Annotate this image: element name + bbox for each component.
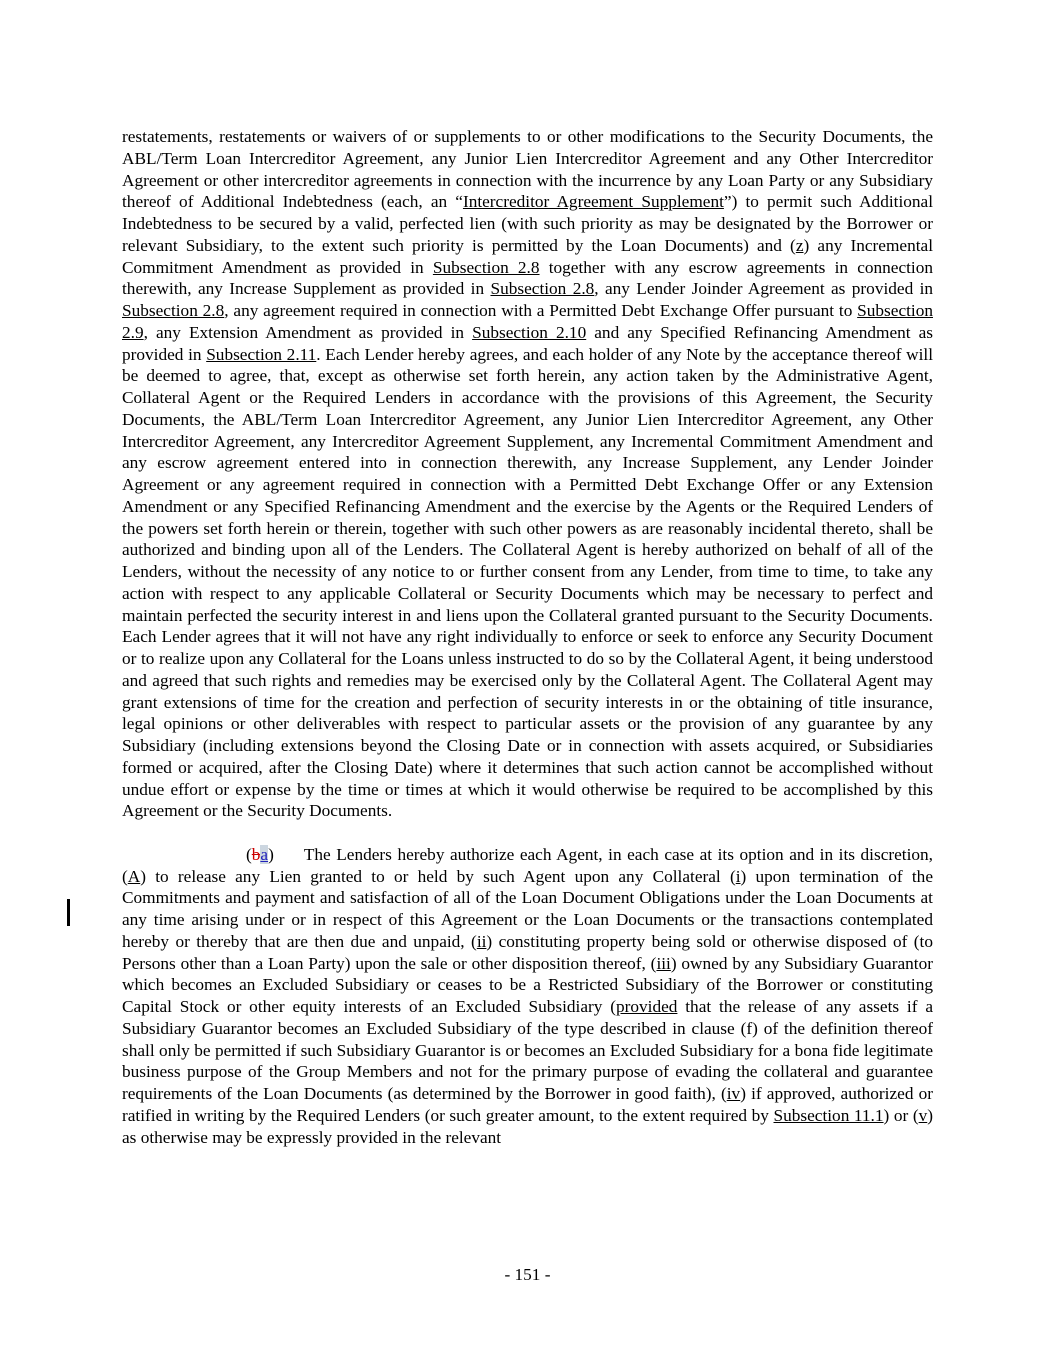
para-clause-ba	[122, 844, 933, 1149]
underlined-text-run: iii	[656, 953, 671, 973]
para-agreement-continuation	[122, 126, 933, 822]
text-run: ) as otherwise may be expressly provided in the relevant	[122, 1105, 934, 1147]
text-body	[122, 126, 933, 1148]
underlined-text-run: Subsection 2.8	[490, 279, 595, 299]
text-run: ) if approved, authorized or ratified in writing by the Required Lenders (or such greater amount, to the extent required by	[122, 1084, 933, 1125]
text-run: The Lenders hereby authorize each Agent, in each case at its option and in its discretion, (	[122, 844, 933, 886]
underlined-text-run: Subsection 2.8	[432, 257, 540, 277]
underlined-text-run: Subsection 11.1	[773, 1105, 884, 1125]
underlined-text-run: Intercreditor Agreement Supplement	[462, 192, 724, 212]
deleted-text-run: b	[251, 844, 261, 864]
underlined-text-run: i	[735, 866, 741, 886]
underlined-text-run: Subsection 2.11	[206, 344, 317, 364]
text-run: , any agreement required in connection with a Permitted Debt Exchange Offer pursuant to	[224, 301, 858, 320]
text-run: ) to release any Lien granted to or held by such Agent upon any Collateral (	[140, 866, 736, 886]
text-run: ) upon termination of the Commitments and payment and satisfaction of all of the Loan Document Obligations under the Loan Documents at any time arising under or in respect of this Agreement or the Loan Documents or the transactions contemplated hereby or thereby that are then due and unpaid, (	[122, 866, 933, 951]
underlined-text-run: Subsection 2.10	[472, 322, 587, 342]
underlined-text-run: provided	[615, 997, 678, 1016]
underlined-text-run: A	[127, 866, 141, 886]
inserted-text-run: a	[260, 844, 269, 864]
text-run: . Each Lender hereby agrees, and each holder of any Note by the acceptance thereof will be deemed to agree, that, except as otherwise set forth herein, any action taken by the Administrative Agent, Collateral Agent or the Required Lenders in accordance with the provisions of this Agreement, the Security Documents, the ABL/Term Loan Intercreditor Agreement, any Junior Lien Intercreditor Agreement, any Other Intercreditor Agreement, any Intercreditor Agreement Supplement, any Incremental Commitment Amendment and any escrow agreement entered into in connection therewith, any Increase Supplement, any Lender Joinder Agreement or any agreement required in connection with a Permitted Debt Exchange Offer or any Extension Amendment or any Specified Refinancing Amendment and the exercise by the Agents or the Required Lenders of the powers set forth herein or therein, together with such other powers as are reasonably incidental thereto, shall be authorized and binding upon all of the Lenders. The Collateral Agent is hereby authorized on behalf of all of the Lenders, without the necessity of any notice to or further consent from any Lender, from time to time, to take any action with respect to any applicable Collateral or Security Documents which may be necessary to perfect and maintain perfected the security interest in and liens upon the Collateral granted pursuant to the Security Documents. Each Lender agrees that it will not have any right individually to enforce or seek to enforce any Security Document or to realize upon any Collateral for the Loans unless instructed to do so by the Collateral Agent, it being understood and agreed that such rights and remedies may be exercised only by the Collateral Agent. The Collateral Agent may grant extensions of time for the creation and perfection of security interests in or the obtaining of title insurance, legal opinions or other deliverables with respect to particular assets or the provision of any guarantee by any Subsidiary (including extensions beyond the Closing Date or in connection with assets acquired, or Subsidiaries formed or acquired, after the Closing Date) where it determines that such action cannot be accomplished without undue effort or expense by the time or times at which it would otherwise be required to be accomplished by this Agreement or the Security Documents.	[122, 344, 934, 821]
underlined-text-run: z	[795, 235, 804, 255]
text-run: ”) to permit such Additional Indebtedness to be secured by a valid, perfected lien (with such priority as may be designated by the Borrower or relevant Subsidiary, to the extent such priority is permitted by the Loan Documents) and (	[122, 192, 933, 255]
text-run: , any Lender Joinder Agreement as provided in	[594, 279, 934, 299]
text-run: , any Extension Amendment as provided in	[143, 322, 473, 342]
text-run: ) or (	[883, 1105, 919, 1125]
underlined-text-run: ii	[476, 931, 487, 951]
text-run: ) owned by any Subsidiary Guarantor which becomes an Excluded Subsidiary or ceases to be a Restricted Subsidiary of the Borrower or constituting Capital Stock or other equity interests of an Excluded Subsidiary (	[122, 953, 933, 1016]
text-run: ) any Incremental Commitment Amendment as provided in	[122, 235, 933, 277]
text-run: and any Specified Refinancing Amendment as provided in	[122, 322, 933, 364]
underlined-text-run: Subsection 2.8	[122, 301, 225, 320]
text-run: that the release of any assets if a Subsidiary Guarantor becomes an Excluded Subsidiary of the type described in clause (f) of the definition thereof shall only be permitted if such Subsidiary Guarantor is or becomes an Excluded Subsidiary for a bona fide legitimate business purpose of the Group Members and not for the primary purpose of evading the collateral and guarantee requirements of the Loan Documents (as determined by the Borrower in good faith), (	[122, 997, 933, 1103]
underlined-text-run: v	[918, 1105, 928, 1125]
text-run: ) constituting property being sold or otherwise disposed of (to Persons other than a Loan Party) upon the sale or other disposition thereof, (	[122, 931, 933, 973]
underlined-text-run: Subsection 2.9	[122, 301, 933, 342]
text-run: restatements, restatements or waivers of or supplements to or other modifications to the Security Documents, the ABL/Term Loan Intercreditor Agreement, any Junior Lien Intercreditor Agreement and any Other Intercreditor Agreement or other intercreditor agreements in connection with the incurrence by any Loan Party or any Subsidiary thereof of Additional Indebtedness (each, an “	[122, 127, 933, 212]
page-number: - 151 -	[504, 1265, 551, 1284]
text-run: together with any escrow agreements in connection therewith, any Increase Supplement as provided in	[122, 257, 934, 299]
revision-change-bar	[67, 899, 70, 926]
underlined-text-run: iv	[726, 1084, 741, 1103]
text-run: (	[246, 844, 252, 864]
text-run: )	[268, 844, 274, 864]
